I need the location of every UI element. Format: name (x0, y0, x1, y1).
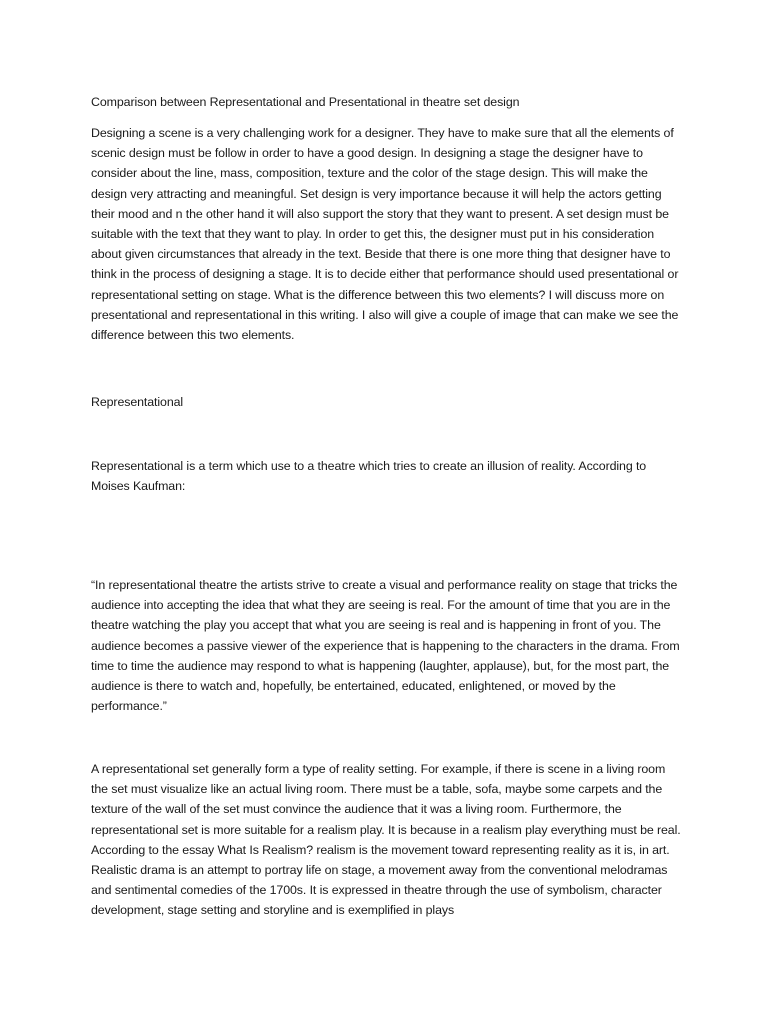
document-title: Comparison between Representational and Presentational in theatre set design (91, 95, 520, 109)
kaufman-quote: “In representational theatre the artists strive to create a visual and performance reality on stage that tricks the audience into accepting the idea that what they are seeing is real. For the amount of time that you are in the theatre watching the play you accept that what you are seeing is real and is happening in front of you. The audience becomes a passive viewer of the experience that is happening to the characters in the drama. From time to time the audience may respond to what is happening (laughter, applause), but, for the most part, the audience is there to watch and, hopefully, be entertained, educated, enlightened, or moved by the performance.” (91, 578, 680, 714)
intro-paragraph: Designing a scene is a very challenging work for a designer. They have to make sure that all the elements of scenic design must be follow in order to have a good design. In designing a stage the designer have to consider about the line, mass, composition, texture and the color of the stage design. This will make the design very attracting and meaningful. Set design is very importance because it will help the actors getting their mood and n the other hand it will also support the story that they want to present. A set design must be suitable with the text that they want to play. In order to get this, the designer must put in his consideration about given circumstances that already in the text. Beside that there is one more thing that designer have to think in the process of designing a stage. It is to decide either that performance should used presentational or representational setting on stage. What is the difference between this two elements? I will discuss more on presentational and representational in this writing. I also will give a couple of image that can make we see the difference between this two elements. (91, 126, 679, 343)
definition-paragraph: Representational is a term which use to a theatre which tries to create an illusion of reality. According to Moises Kaufman: (91, 459, 647, 494)
document-page (91, 0, 681, 1024)
section-heading-representational: Representational (91, 395, 184, 409)
representational-set-paragraph: A representational set generally form a type of reality setting. For example, if there is scene in a living room the set must visualize like an actual living room. There must be a table, sofa, maybe some carpets and the texture of the wall of the set must convince the audience that it was a living room. Furthermore, the representational set is more suitable for a realism play. It is because in a realism play everything must be real. According to the essay What Is Realism? realism is the movement toward representing reality as it is, in art. Realistic drama is an attempt to portray life on stage, a movement away from the conventional melodramas and sentimental comedies of the 1700s. It is expressed in theatre through the use of symbolism, character development, stage setting and storyline and is exemplified in plays (91, 762, 681, 918)
